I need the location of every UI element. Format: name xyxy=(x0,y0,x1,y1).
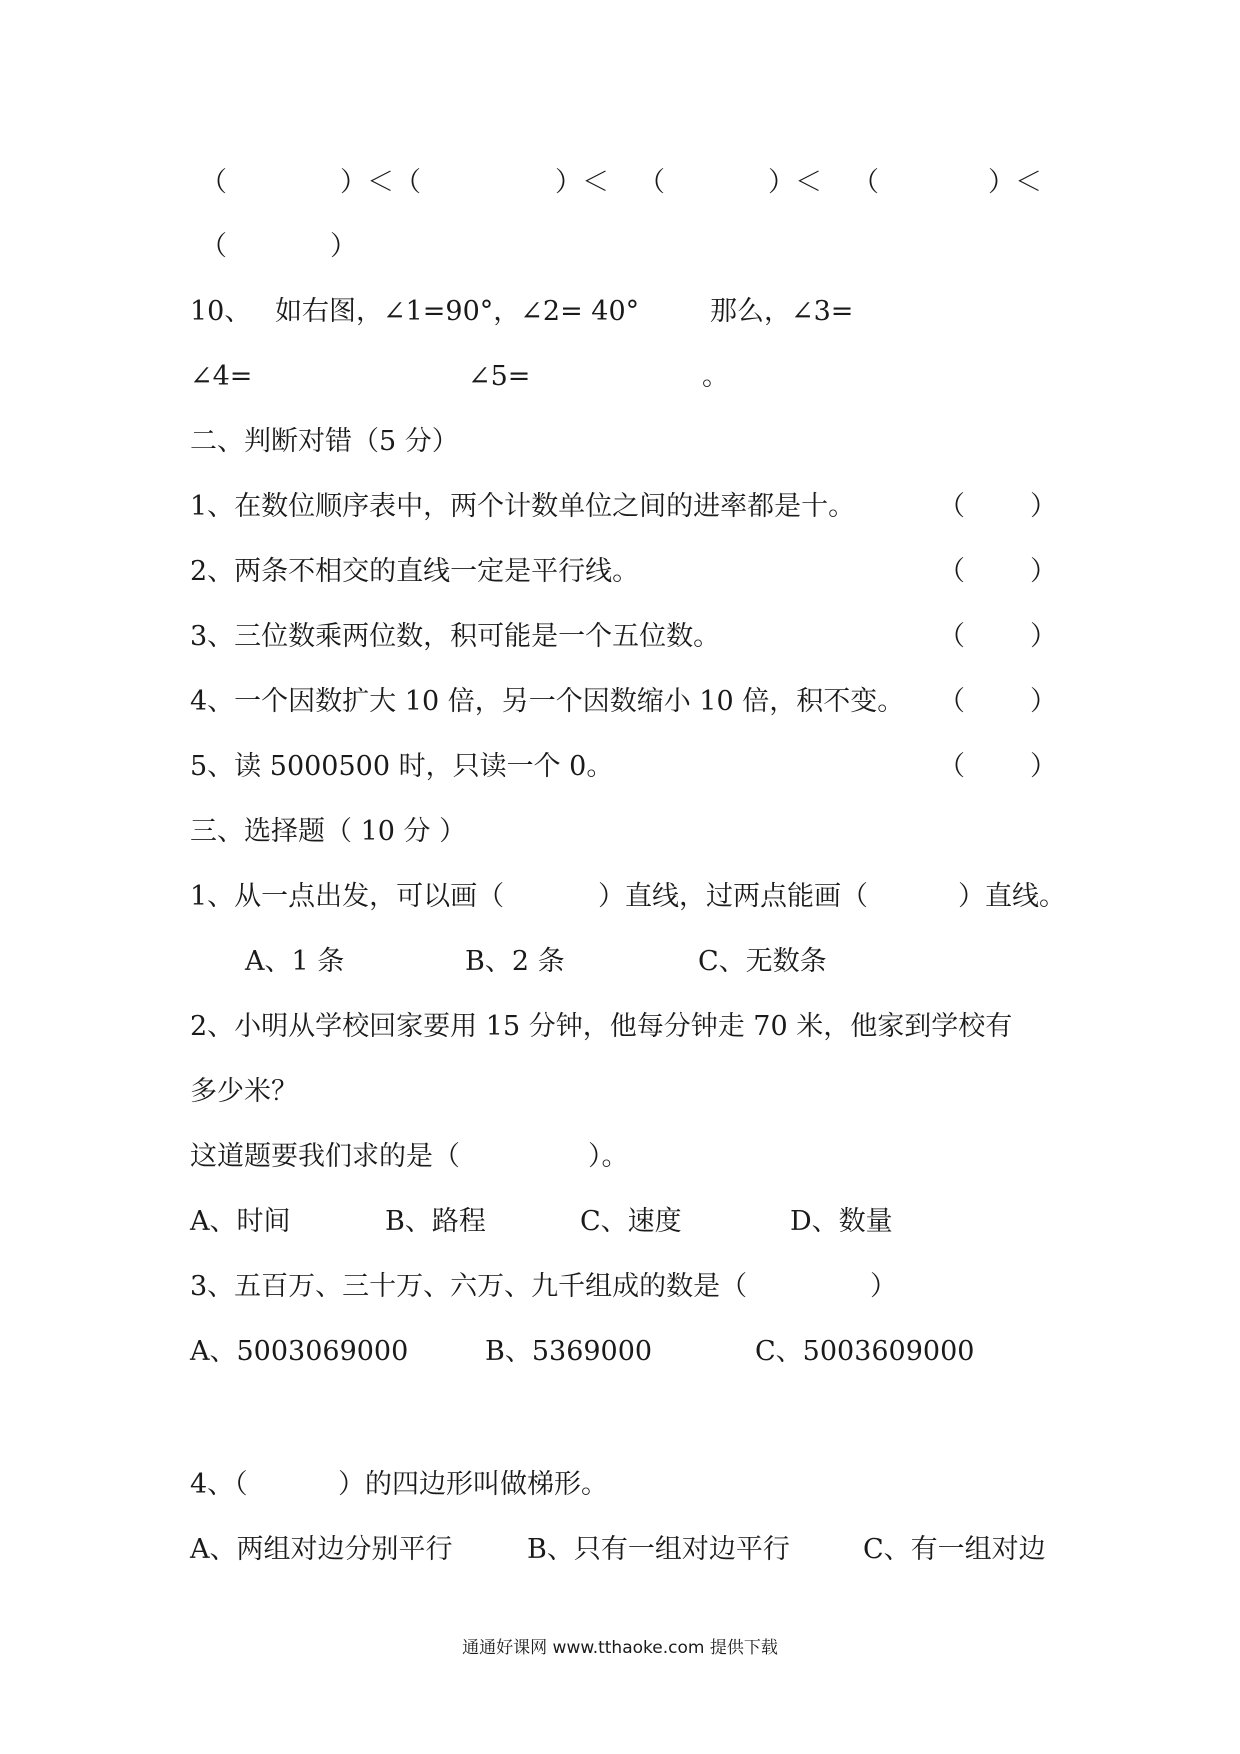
option-c: C、有一组对边 xyxy=(863,1534,1046,1565)
q4-text-a: 4、（ xyxy=(190,1469,248,1500)
q3-text-a: 3、五百万、三十万、六万、九千组成的数是（ xyxy=(190,1271,748,1302)
paren-open: （ xyxy=(638,167,665,198)
judge-item-text: 5、读 5000500 时，只读一个 0。 xyxy=(190,751,614,782)
paren-open: （ xyxy=(200,167,227,198)
paren-open: （ xyxy=(200,231,227,262)
answer-paren-close: ） xyxy=(1030,686,1057,717)
paren-close-less: ）＜（ xyxy=(340,167,421,198)
option-a: A、1 条 xyxy=(245,946,345,977)
q1-text-a: 1、从一点出发，可以画（ xyxy=(190,881,505,912)
paren-close: ） xyxy=(330,231,357,262)
answer-paren-open: （ xyxy=(938,621,965,652)
q10-text: 如右图，∠1=90°，∠2= 40° xyxy=(275,296,640,327)
q4-text-b: ）的四边形叫做梯形。 xyxy=(338,1469,608,1500)
q2-ask-a: 这道题要我们求的是（ xyxy=(190,1141,460,1172)
option-b: B、只有一组对边平行 xyxy=(527,1534,790,1565)
q2-line1: 2、小明从学校回家要用 15 分钟，他每分钟走 70 米，他家到学校有 xyxy=(190,1011,1013,1042)
paren-close-less: ）＜ xyxy=(555,167,609,198)
option-c: C、速度 xyxy=(580,1206,682,1237)
answer-paren-close: ） xyxy=(1030,621,1057,652)
option-d: D、数量 xyxy=(790,1206,893,1237)
answer-paren-close: ） xyxy=(1030,556,1057,587)
q10-then: 那么，∠3= xyxy=(710,296,854,327)
judge-item-text: 2、两条不相交的直线一定是平行线。 xyxy=(190,556,640,587)
option-c: C、5003609000 xyxy=(755,1336,975,1367)
answer-paren-close: ） xyxy=(1030,491,1057,522)
option-c: C、无数条 xyxy=(698,946,827,977)
option-b: B、路程 xyxy=(385,1206,486,1237)
period: 。 xyxy=(702,361,729,392)
answer-paren-open: （ xyxy=(938,751,965,782)
judge-item-text: 4、一个因数扩大 10 倍，另一个因数缩小 10 倍，积不变。 xyxy=(190,686,905,717)
judge-item-text: 1、在数位顺序表中，两个计数单位之间的进率都是十。 xyxy=(190,491,856,522)
option-a: A、时间 xyxy=(190,1206,291,1237)
judge-item-text: 3、三位数乘两位数，积可能是一个五位数。 xyxy=(190,621,721,652)
answer-paren-open: （ xyxy=(938,556,965,587)
question-number: 10、 xyxy=(190,296,252,327)
angle4-label: ∠4= xyxy=(190,361,253,392)
paren-close-less: ）＜ xyxy=(768,167,822,198)
answer-paren-open: （ xyxy=(938,491,965,522)
q1-text-b: ）直线，过两点能画（ xyxy=(598,881,868,912)
option-b: B、5369000 xyxy=(485,1336,653,1367)
answer-paren-open: （ xyxy=(938,686,965,717)
option-b: B、2 条 xyxy=(465,946,565,977)
section-heading-choice: 三、选择题（ 10 分 ） xyxy=(190,816,467,847)
paren-open: （ xyxy=(852,167,879,198)
q2-ask-b: ）。 xyxy=(588,1141,629,1172)
q3-text-b: ） xyxy=(870,1271,897,1302)
page-footer: 通通好课网 www.tthaoke.com 提供下载 xyxy=(462,1638,778,1658)
angle5-label: ∠5= xyxy=(468,361,531,392)
option-a: A、5003069000 xyxy=(190,1336,409,1367)
answer-paren-close: ） xyxy=(1030,751,1057,782)
paren-close-less: ）＜ xyxy=(988,167,1042,198)
q2-line2: 多少米？ xyxy=(190,1076,298,1107)
option-a: A、两组对边分别平行 xyxy=(190,1534,453,1565)
section-heading-judge: 二、判断对错（5 分） xyxy=(190,426,459,457)
q1-text-c: ）直线。 xyxy=(958,881,1066,912)
